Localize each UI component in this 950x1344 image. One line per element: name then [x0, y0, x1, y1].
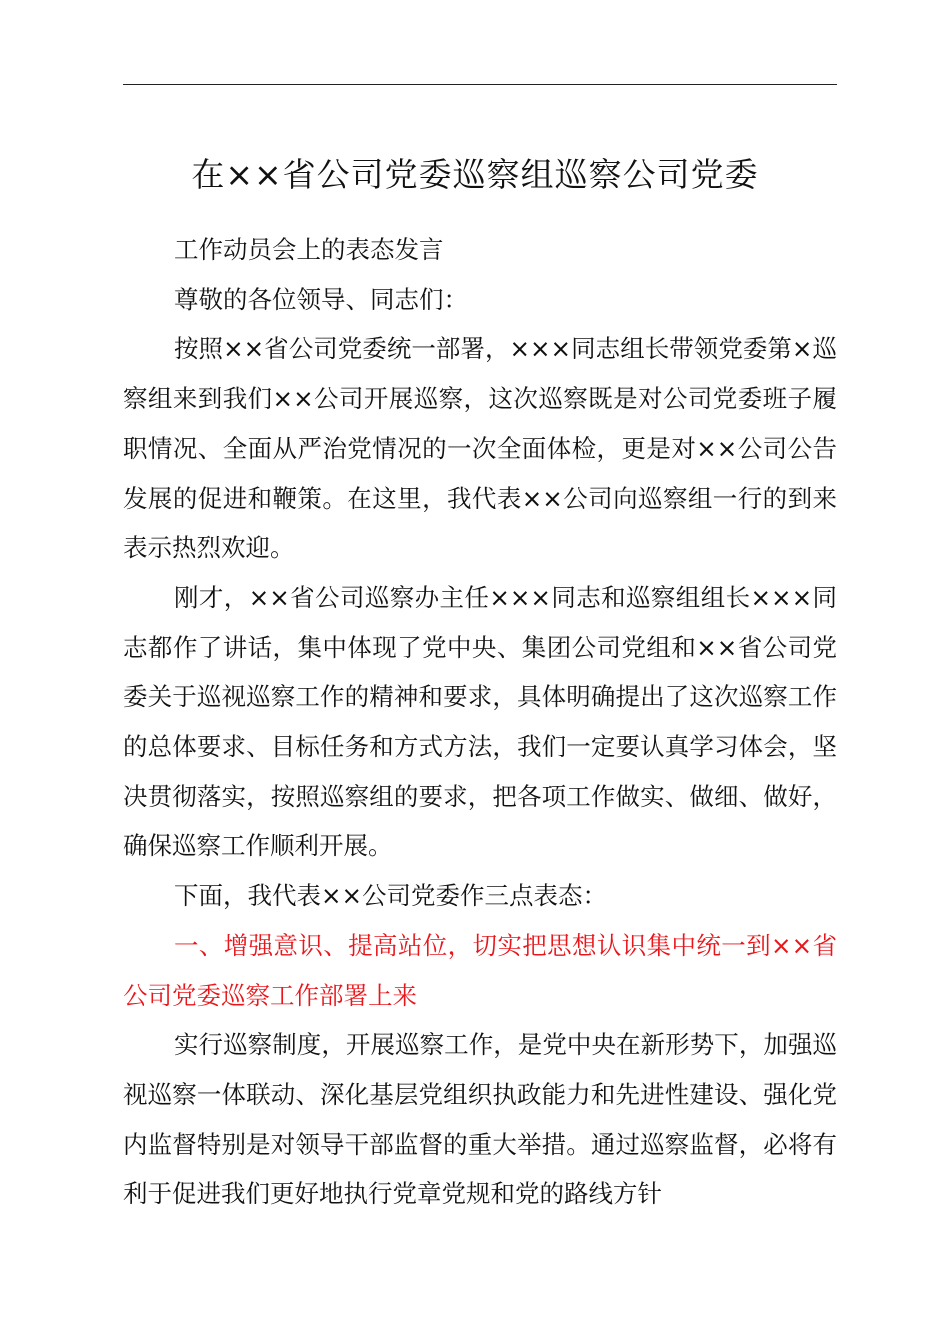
document-body — [123, 225, 837, 1219]
body-paragraph: 刚才，××省公司巡察办主任×××同志和巡察组组长×××同志都作了讲话，集中体现了党中央、集团公司党组和××省公司党委关于巡视巡察工作的精神和要求，具体明确提出了这次巡察工作的总体要求、目标任务和方式方法，我们一定要认真学习体会，坚决贯彻落实，按照巡察组的要求，把各项工作做实、做细、做好，确保巡察工作顺利开展。 — [123, 582, 837, 861]
salutation-paragraph: 尊敬的各位领导、同志们： — [174, 284, 468, 314]
body-paragraph: 实行巡察制度，开展巡察工作，是党中央在新形势下，加强巡视巡察一体联动、深化基层党组织执政能力和先进性建设、强化党内监督特别是对领导干部监督的重大举措。通过巡察监督，必将有利于促进我们更好地执行党章党规和党的路线方针 — [123, 1030, 837, 1209]
header-rule — [123, 84, 837, 85]
body-paragraph: 下面，我代表××公司党委作三点表态： — [174, 881, 608, 911]
document-title: 在××省公司党委巡察组巡察公司党委 — [191, 155, 759, 194]
section-heading: 一、增强意识、提高站位，切实把思想认识集中统一到××省公司党委巡察工作部署上来 — [123, 930, 837, 1010]
subtitle-paragraph: 工作动员会上的表态发言 — [174, 235, 444, 264]
body-paragraph: 按照××省公司党委统一部署，×××同志组长带领党委第×巡察组来到我们××公司开展巡察，这次巡察既是对公司党委班子履职情况、全面从严治党情况的一次全面体检，更是对××公司公告发展的促进和鞭策。在这里，我代表××公司向巡察组一行的到来表示热烈欢迎。 — [123, 334, 837, 563]
